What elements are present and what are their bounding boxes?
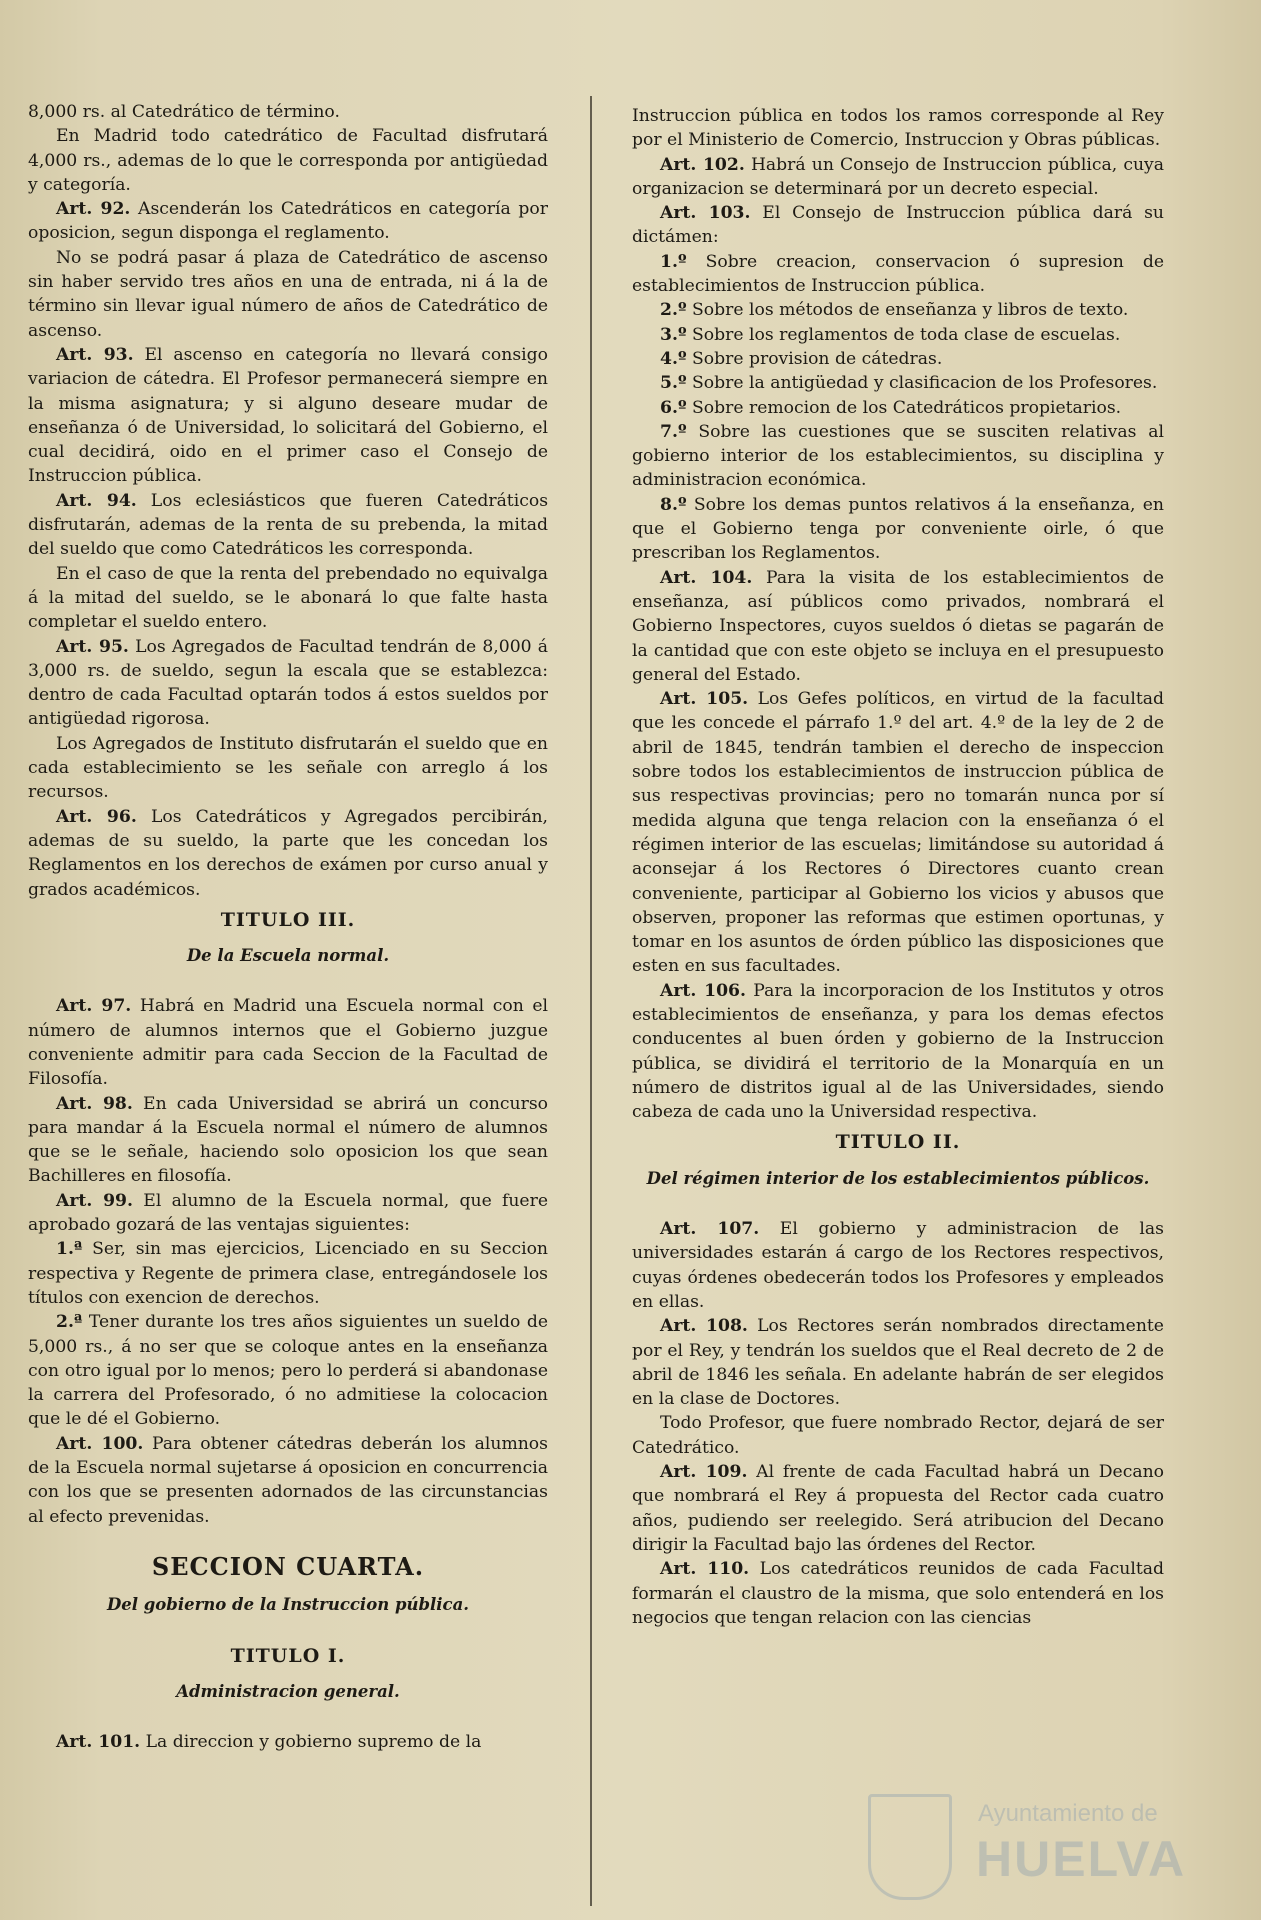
article-number: 2.º: [660, 300, 687, 321]
article-number: 7.º: [660, 421, 687, 442]
article-paragraph: [632, 1460, 1164, 1557]
article-number: 1.ª: [56, 1239, 83, 1260]
paragraph-text: Al frente de cada Facultad habrá un Decano que nombrará el Rey á propuesta del Rector cada cuatro años, pudiendo ser reelegido. Será atribucion del Decano dirigir la Facultad bajo las órdenes del Rector.: [632, 1462, 1164, 1555]
paragraph-text: Los Agregados de Instituto disfrutarán el sueldo que en cada establecimiento se les señale con arreglo á los recursos.: [28, 733, 548, 803]
column-divider: [590, 96, 592, 1906]
article-number: 8.º: [660, 494, 687, 515]
article-number: Art. 92.: [56, 199, 131, 220]
subheading: Del gobierno de la Instruccion pública.: [106, 1595, 470, 1615]
article-paragraph: [632, 687, 1164, 979]
paragraph-text: El alumno de la Escuela normal, que fuere aprobado gozará de las ventajas siguientes:: [28, 1190, 548, 1236]
paragraph-text: Sobre los métodos de enseñanza y libros de texto.: [686, 300, 1129, 321]
paragraph-text: En cada Universidad se abrirá un concurso para mandar á la Escuela normal el número de alumnos que se le señale, haciendo solo oposicion los que sean Bachilleres en filosofía.: [28, 1093, 549, 1187]
watermark-line1: Ayuntamiento de: [978, 1800, 1158, 1827]
subheading: Administracion general.: [176, 1681, 400, 1701]
article-paragraph: [28, 994, 548, 1091]
article-paragraph: [28, 1730, 548, 1754]
paragraph-text: No se podrá pasar á plaza de Catedrático de ascenso sin haber servido tres años en una de entrada, ni á la de término sin llevar igual número de años de Catedrático de ascenso.: [28, 247, 548, 341]
article-paragraph: [632, 396, 1164, 420]
article-paragraph: [28, 1092, 548, 1189]
paragraph-text: Habrá en Madrid una Escuela normal con el número de alumnos internos que el Gobierno juzgue conveniente admitir para cada Seccion de la Facultad de Filosofía.: [28, 996, 548, 1090]
paragraph: [28, 100, 548, 124]
article-paragraph: [632, 298, 1164, 322]
article-number: Art. 102.: [660, 154, 745, 175]
article-paragraph: [632, 979, 1164, 1125]
article-paragraph: [28, 1237, 548, 1310]
article-paragraph: [28, 489, 548, 562]
paragraph-text: En el caso de que la renta del prebendado no equivalga á la mitad del sueldo, se le abonará lo que falte hasta completar el sueldo entero.: [28, 563, 548, 633]
article-number: Art. 109.: [660, 1462, 748, 1483]
paragraph-text: Ascenderán los Catedráticos en categoría por oposicion, segun disponga el reglamento.: [28, 199, 548, 244]
paragraph-text: Sobre remocion de los Catedráticos propietarios.: [686, 397, 1122, 418]
article-number: Art. 110.: [660, 1559, 750, 1580]
article-paragraph: [632, 420, 1164, 493]
article-number: Art. 94.: [56, 490, 137, 511]
paragraph-text: Los eclesiásticos que fueren Catedráticos disfrutarán, ademas de la renta de su prebenda, la mitad del sueldo que como Catedráticos les corresponda.: [28, 490, 549, 560]
watermark: [868, 1792, 1198, 1902]
watermark-line2: HUELVA: [976, 1831, 1187, 1887]
article-paragraph: [632, 371, 1164, 395]
article-number: 5.º: [660, 373, 687, 394]
article-number: 1.º: [660, 251, 687, 272]
paragraph-text: En Madrid todo catedrático de Facultad disfrutará 4,000 rs., ademas de lo que le corresponda por antigüedad y categoría.: [28, 126, 548, 195]
article-paragraph: [28, 1310, 548, 1431]
article-paragraph: [632, 1314, 1164, 1411]
article-number: Art. 93.: [56, 344, 134, 365]
paragraph-text: Sobre creacion, conservacion ó supresion de establecimientos de Instruccion pública.: [632, 251, 1164, 297]
article-number: Art. 99.: [56, 1190, 134, 1211]
article-number: 4.º: [660, 348, 687, 369]
subheading: Del régimen interior de los establecimientos públicos.: [646, 1168, 1150, 1188]
article-number: Art. 95.: [56, 636, 129, 657]
paragraph-text: Instruccion pública en todos los ramos corresponde al Rey por el Ministerio de Comercio, Instruccion y Obras públicas.: [632, 106, 1164, 151]
article-paragraph: [632, 1217, 1164, 1314]
paragraph: [28, 562, 548, 635]
article-paragraph: [632, 1557, 1164, 1630]
article-number: Art. 101.: [56, 1732, 141, 1753]
subheading: De la Escuela normal.: [186, 946, 390, 966]
title-heading: TITULO II.: [835, 1131, 961, 1154]
title-heading: TITULO III.: [220, 908, 356, 931]
article-number: 6.º: [660, 397, 687, 418]
left-column: [28, 100, 548, 1754]
paragraph-text: Sobre las cuestiones que se susciten relativas al gobierno interior de los establecimientos, su disciplina y administracion económica.: [632, 421, 1164, 491]
article-number: Art. 105.: [660, 689, 749, 710]
title-heading: TITULO I.: [230, 1644, 346, 1667]
article-paragraph: [632, 566, 1164, 687]
right-column: [632, 104, 1164, 1630]
article-number: 3.º: [660, 324, 687, 345]
paragraph: [28, 732, 548, 805]
article-paragraph: [632, 250, 1164, 299]
article-number: Art. 98.: [56, 1093, 133, 1114]
paragraph-text: 8,000 rs. al Catedrático de término.: [28, 102, 340, 122]
paragraph: [28, 246, 548, 343]
article-paragraph: [28, 197, 548, 246]
paragraph-text: Para la incorporacion de los Institutos y otros establecimientos de enseñanza, y para los demas efectos conducentes al buen órden y gobierno de la Instruccion pública, se dividirá el territorio de la Monarquía en un número de distritos igual al de las Universidades, siendo cabeza de cada uno la Universidad respectiva.: [632, 980, 1164, 1123]
paragraph-text: Todo Profesor, que fuere nombrado Rector, dejará de ser Catedrático.: [632, 1413, 1164, 1458]
paragraph-text: Sobre la antigüedad y clasificacion de los Profesores.: [686, 373, 1158, 394]
article-number: Art. 107.: [660, 1219, 760, 1240]
article-paragraph: [28, 1432, 548, 1529]
article-number: Art. 100.: [56, 1433, 144, 1454]
article-paragraph: [28, 805, 548, 902]
article-number: Art. 104.: [660, 567, 753, 588]
article-number: Art. 97.: [56, 996, 132, 1017]
paragraph-text: Los Catedráticos y Agregados percibirán, ademas de su sueldo, la parte que les concedan los Reglamentos en los derechos de exámen por curso anual y grados académicos.: [28, 806, 548, 900]
paragraph-text: El Consejo de Instruccion pública dará su dictámen:: [632, 203, 1164, 248]
article-paragraph: [632, 347, 1164, 371]
paragraph-text: El gobierno y administracion de las universidades estarán á cargo de los Rectores respectivos, cuyas órdenes obedecerán todos los Profesores y empleados en ellas.: [632, 1219, 1164, 1312]
paragraph: [632, 104, 1164, 153]
article-paragraph: [28, 343, 548, 489]
paragraph-text: Para la visita de los establecimientos de enseñanza, así públicos como privados, nombrará el Gobierno Inspectores, cuyos sueldos ó dietas se pagarán de la cantidad que con este objeto se incluya en el presupuesto general del Estado.: [632, 567, 1164, 685]
article-paragraph: [632, 201, 1164, 250]
article-paragraph: [632, 153, 1164, 202]
article-paragraph: [28, 635, 548, 732]
paragraph-text: Sobre los reglamentos de toda clase de escuelas.: [686, 324, 1121, 345]
paragraph-text: Habrá un Consejo de Instruccion pública, cuya organizacion se determinará por un decreto especial.: [632, 154, 1164, 199]
article-number: Art. 108.: [660, 1316, 748, 1337]
paragraph-text: Los Gefes políticos, en virtud de la facultad que les concede el párrafo 1.º del art. 4.º de la ley de 2 de abril de 1845, tendrán tambien el derecho de inspeccion sobre todos los establecimientos de instruccion pública de sus respectivas provincias; pero no tomarán nunca por sí medida alguna que tenga relacion con la enseñanza ó el régimen interior de las escuelas; limitándose su autoridad á aconsejar á los Rectores ó Directores cuanto crean conveniente, participar al Gobierno los vicios y abusos que observen, proponer las reformas que estimen oportunas, y tomar en los asuntos de órden público las disposiciones que esten en sus facultades.: [632, 689, 1164, 977]
paragraph-text: Los Agregados de Facultad tendrán de 8,000 á 3,000 rs. de sueldo, segun la escala que se establezca: dentro de cada Facultad optarán todos á estos sueldos por antigüedad rigorosa.: [28, 636, 548, 730]
paragraph-text: Para obtener cátedras deberán los alumnos de la Escuela normal sujetarse á oposicion en concurrencia con los que se presenten adornados de las circunstancias al efecto prevenidas.: [28, 1433, 548, 1527]
paragraph-text: Los Rectores serán nombrados directamente por el Rey, y tendrán los sueldos que el Real decreto de 2 de abril de 1846 les señala. En adelante habrán de ser elegidos en la clase de Doctores.: [632, 1316, 1164, 1410]
article-number: Art. 103.: [660, 203, 751, 224]
paragraph-text: Los catedráticos reunidos de cada Facultad formarán el claustro de la misma, que solo entenderá en los negocios que tengan relacion con las ciencias: [632, 1559, 1164, 1628]
section-heading: SECCION CUARTA.: [151, 1551, 425, 1581]
paragraph-text: Sobre provision de cátedras.: [686, 348, 943, 369]
paragraph: [632, 1411, 1164, 1460]
paragraph-text: El ascenso en categoría no llevará consigo variacion de cátedra. El Profesor permanecerá siempre en la misma asignatura; y si alguno deseare mudar de enseñanza ó de Universidad, lo solicitará del Gobierno, el cual decidirá, oido en el primer caso el Consejo de Instruccion pública.: [28, 344, 549, 487]
article-number: Art. 96.: [56, 806, 137, 827]
paragraph-text: Tener durante los tres años siguientes un sueldo de 5,000 rs., á no ser que se coloque antes en la enseñanza con otro igual por lo menos; pero lo perderá si abandonase la carrera del Profesorado, ó no admitiese la colocacion que le dé el Gobierno.: [28, 1312, 548, 1430]
article-paragraph: [28, 1189, 548, 1238]
paragraph: [28, 124, 548, 197]
paragraph-text: Ser, sin mas ejercicios, Licenciado en su Seccion respectiva y Regente de primera clase, entregándosele los títulos con exencion de derechos.: [28, 1239, 548, 1308]
article-paragraph: [632, 323, 1164, 347]
article-number: 2.ª: [56, 1312, 83, 1333]
article-number: Art. 106.: [660, 980, 746, 1001]
shield-icon: [868, 1794, 952, 1900]
paragraph-text: Sobre los demas puntos relativos á la enseñanza, en que el Gobierno tenga por conveniente oirle, ó que prescriban los Reglamentos.: [632, 494, 1164, 564]
paragraph-text: La direccion y gobierno supremo de la: [140, 1732, 482, 1753]
article-paragraph: [632, 493, 1164, 566]
